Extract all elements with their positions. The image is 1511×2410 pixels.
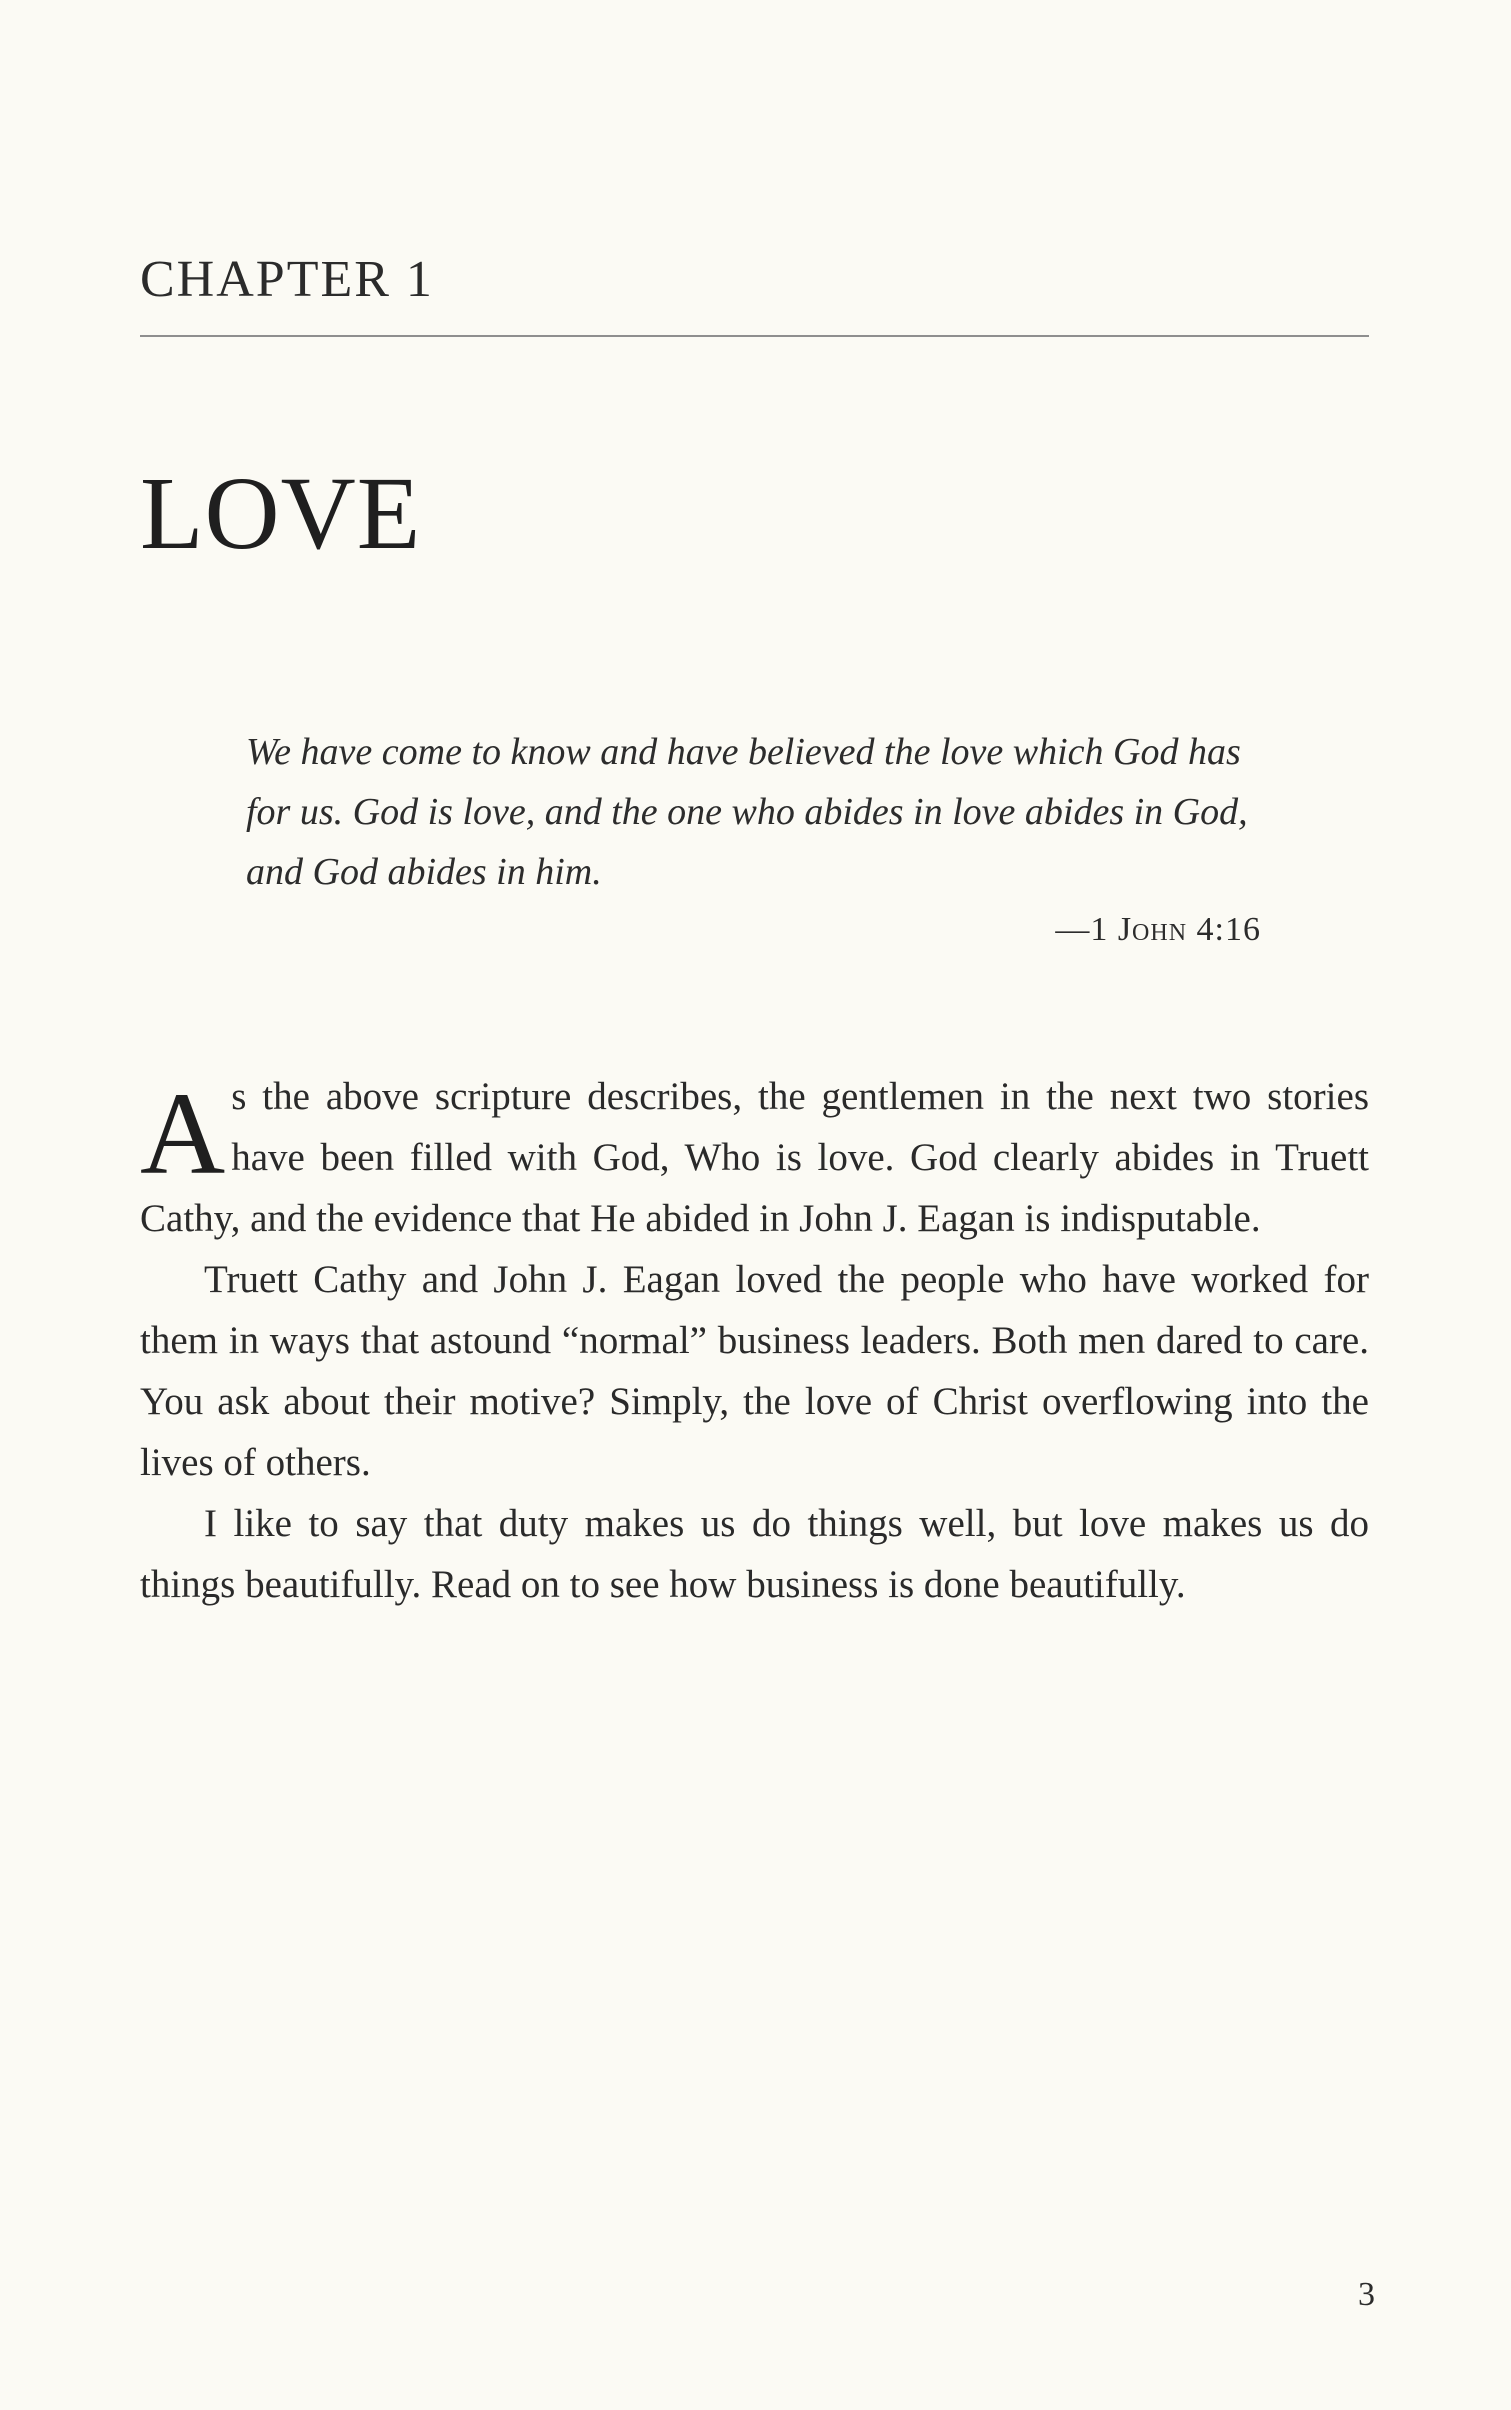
paragraph-3: I like to say that duty makes us do things well, but love makes us do things beautifully. Read on to see how business is done beautifully.: [140, 1502, 1369, 1606]
reference-verse: 4:16: [1187, 911, 1261, 948]
paragraph-1-block: [140, 1066, 1369, 1249]
chapter-divider: [140, 335, 1369, 337]
chapter-title: LOVE: [140, 456, 422, 571]
reference-book: John: [1117, 911, 1188, 948]
paragraph-1: s the above scripture describes, the gentlemen in the next two stories have been filled with God, Who is love. God clearly abides in Truett Cathy, and the evidence that He abided in John J. Eagan is indisputable.: [140, 1075, 1369, 1240]
body-text: [140, 1066, 1369, 1615]
drop-cap: A: [140, 1068, 226, 1199]
epigraph: [246, 722, 1261, 960]
paragraph-2: Truett Cathy and John J. Eagan loved the people who have worked for them in ways that astound “normal” business leaders. Both men dared to care. You ask about their motive? Simply, the love of Christ overflowing into the lives of others.: [140, 1258, 1369, 1484]
epigraph-reference: [246, 900, 1261, 960]
reference-prefix: —1: [1055, 911, 1118, 948]
page-number: 3: [1358, 2276, 1375, 2313]
epigraph-quote: We have come to know and have believed the love which God has for us. God is love, and the one who abides in love abides in God, and God abides in him.: [246, 731, 1248, 893]
chapter-label: CHAPTER 1: [140, 251, 434, 308]
